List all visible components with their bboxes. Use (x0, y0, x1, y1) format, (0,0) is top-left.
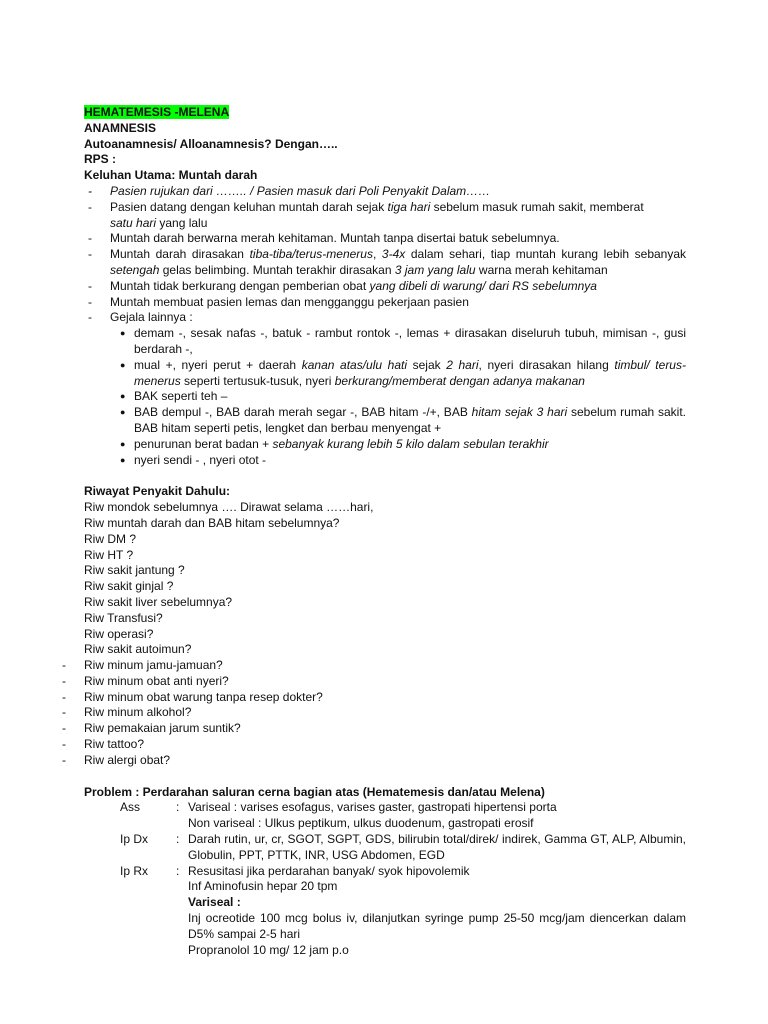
rpd-item: - Riw alergi obat? (84, 753, 686, 769)
assessment-variseal: Variseal : varises esofagus, varises gaster, gastropati hipertensi porta (188, 800, 557, 815)
section-spacer (84, 769, 686, 785)
plan-colon: : (176, 800, 180, 815)
therapy-infusion: Inf Aminofusin hepar 20 tpm (188, 879, 338, 894)
symptom-joint-muscle: ● nyeri sendi - , nyeri otot - (84, 453, 686, 469)
plan-key-rx: Ip Rx (120, 863, 149, 878)
rpd-item: - Riw minum obat warung tanpa resep dokter? (84, 690, 686, 706)
rpd-item: Riw mondok sebelumnya …. Dirawat selama ……hari, (84, 500, 374, 515)
rpd-item: Riw muntah darah dan BAB hitam sebelumnya? (84, 515, 340, 530)
rpd-item: Riw sakit ginjal ? (84, 579, 174, 594)
assessment-non-variseal: Non variseal : Ulkus peptikum, ulkus duodenum, gastropati erosif (188, 816, 534, 831)
rpd-item: - Riw minum alkohol? (84, 705, 686, 721)
anamnesis-type: Autoanamnesis/ Alloanamnesis? Dengan….. (84, 136, 338, 151)
symptom-weight-loss: ● penurunan berat badan + sebanyak kurang lebih 5 kilo dalam sebulan terakhir (84, 437, 686, 453)
rpd-item: Riw operasi? (84, 626, 154, 641)
plan-colon: : (176, 863, 180, 878)
title-highlight: HEMATEMESIS -MELENA (84, 105, 230, 119)
therapy-propranolol: Propranolol 10 mg/ 12 jam p.o (188, 942, 349, 957)
rpd-item: - Riw minum obat anti nyeri? (84, 674, 686, 690)
plan-diagnostic (84, 832, 686, 864)
document-title (84, 105, 686, 121)
plan-therapy (84, 864, 686, 959)
therapy-octreotide: Inj ocreotide 100 mcg bolus iv, dilanjutkan syringe pump 25-50 mcg/jam diencerkan dalam D5% sampai 2-5 hari (188, 911, 686, 941)
rps-item-impact: - Muntah membuat pasien lemas dan mengganggu pekerjaan pasien (84, 295, 686, 311)
symptom-abdominal: ● mual +, nyeri perut + daerah kanan atas/ulu hati sejak 2 hari, nyeri dirasakan hilang timbul/ terus-menerus seperti tertusuk-tusuk, nyeri berkurang/memberat dengan adanya makanan (84, 358, 686, 390)
rpd-item: Riw Transfusi? (84, 610, 163, 625)
plan-key-dx: Ip Dx (120, 832, 149, 847)
plan-value (188, 800, 686, 832)
rpd-item: Riw HT ? (84, 547, 134, 562)
plan-colon: : (176, 832, 180, 847)
rpd-item: Riw DM ? (84, 531, 137, 546)
rps-heading: RPS : (84, 152, 117, 167)
rps-item-onset: - Pasien datang dengan keluhan muntah darah sejak tiga hari sebelum masuk rumah sakit, memberat satu hari yang lalu (84, 200, 686, 232)
rpd-item: - Riw minum jamu-jamuan? (84, 658, 686, 674)
document-page (84, 105, 686, 958)
symptom-stool: ● BAB dempul -, BAB darah merah segar -, BAB hitam -/+, BAB hitam sejak 3 hari sebelum rumah sakit. BAB hitam seperti petis, lengket dan berbau menyengat + (84, 405, 686, 437)
problem-heading: Problem : Perdarahan saluran cerna bagian atas (Hematemesis dan/atau Melena) (84, 784, 545, 799)
rpd-item: Riw sakit autoimun? (84, 642, 192, 657)
anamnesis-heading: ANAMNESIS (84, 120, 157, 135)
rpd-item: - Riw tattoo? (84, 737, 686, 753)
rpd-item: - Riw pemakaian jarum suntik? (84, 721, 686, 737)
symptom-urine: ● BAK seperti teh – (84, 389, 686, 405)
therapy-resuscitation: Resusitasi jika perdarahan banyak/ syok hipovolemik (188, 863, 470, 878)
section-spacer (84, 468, 686, 484)
rps-item-other-symptoms: - Gejala lainnya : (84, 310, 686, 326)
therapy-variseal-heading: Variseal : (188, 895, 241, 910)
rpd-item: Riw sakit jantung ? (84, 563, 185, 578)
chief-complaint: Keluhan Utama: Muntah darah (84, 168, 258, 183)
rps-item-referral: - Pasien rujukan dari …….. / Pasien masuk dari Poli Penyakit Dalam…… (84, 184, 686, 200)
symptom-general: ● demam -, sesak nafas -, batuk - rambut rontok -, lemas + dirasakan diseluruh tubuh, mimisan -, gusi berdarah -, (84, 326, 686, 358)
plan-value (188, 832, 686, 864)
diagnostic-tests: Darah rutin, ur, cr, SGOT, SGPT, GDS, bilirubin total/direk/ indirek, Gamma GT, ALP, Albumin, Globulin, PPT, PTTK, INR, USG Abdomen, EGD (188, 832, 686, 862)
plan-key-ass: Ass (120, 800, 141, 815)
rps-item-frequency: - Muntah darah dirasakan tiba-tiba/terus-menerus, 3-4x dalam sehari, tiap muntah kurang lebih sebanyak setengah gelas belimbing. Muntah terakhir dirasakan 3 jam yang lalu warna merah kehitaman (84, 247, 686, 279)
plan-assessment (84, 800, 686, 832)
rps-item-medication: - Muntah tidak berkurang dengan pemberian obat yang dibeli di warung/ dari RS sebelumnya (84, 279, 686, 295)
plan-value (188, 864, 686, 959)
rpd-heading: Riwayat Penyakit Dahulu: (84, 484, 231, 499)
rps-item-color: - Muntah darah berwarna merah kehitaman. Muntah tanpa disertai batuk sebelumnya. (84, 231, 686, 247)
rpd-item: Riw sakit liver sebelumnya? (84, 594, 233, 609)
